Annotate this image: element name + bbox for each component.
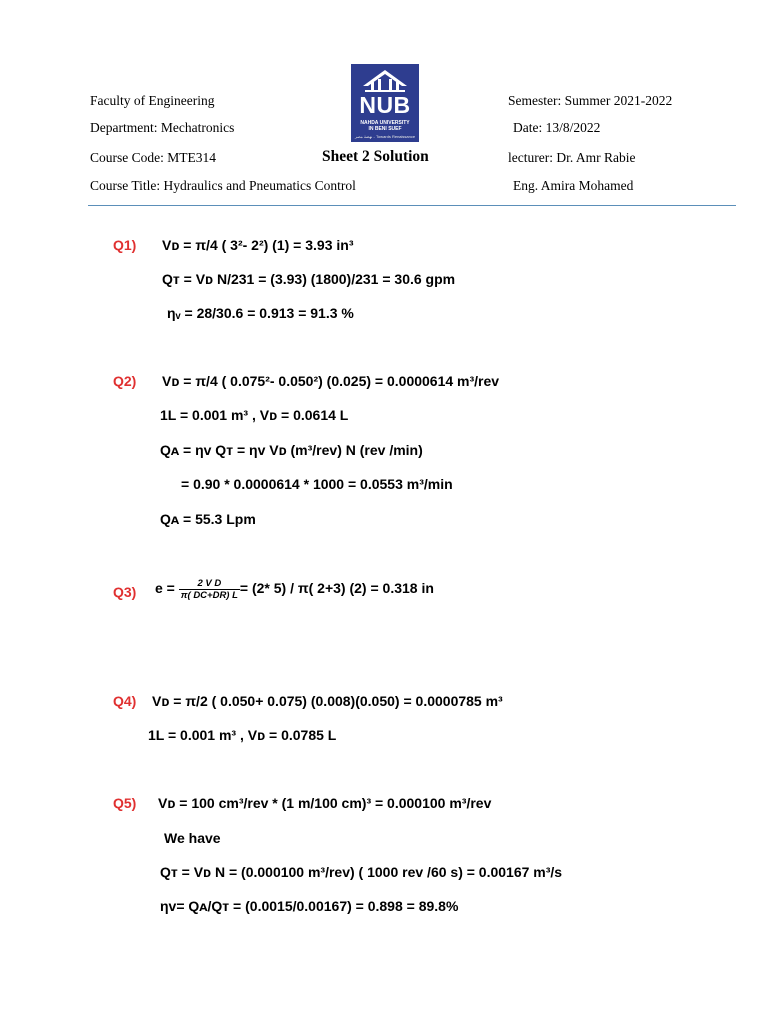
faculty-text: Faculty of Engineering bbox=[90, 93, 215, 108]
department-text: Department: Mechatronics bbox=[90, 120, 235, 135]
q2-line2: 1L = 0.001 m³ , Vᴅ = 0.0614 L bbox=[160, 407, 349, 423]
engineer-text: Eng. Amira Mohamed bbox=[513, 178, 634, 193]
sheet-title: Sheet 2 Solution bbox=[322, 148, 429, 165]
logo-university-name bbox=[351, 120, 419, 132]
logo-tagline: نهضة مصر - Towards Renaissance bbox=[354, 134, 416, 139]
q1-line2: Qᴛ = Vᴅ N/231 = (3.93) (1800)/231 = 30.6 gpm bbox=[162, 271, 456, 287]
building-icon bbox=[351, 64, 419, 94]
course-title-text: Course Title: Hydraulics and Pneumatics Control bbox=[90, 178, 356, 193]
logo-text: NUB bbox=[359, 92, 411, 118]
q3-fraction bbox=[179, 578, 240, 601]
q3-label: Q3) bbox=[113, 584, 137, 600]
q1-line1: Vᴅ = π/4 ( 3²- 2²) (1) = 3.93 in³ bbox=[162, 237, 354, 253]
q1-label: Q1) bbox=[113, 237, 137, 253]
q5-line3: Qᴛ = Vᴅ N = (0.000100 m³/rev) ( 1000 rev /60 s) = 0.00167 m³/s bbox=[160, 864, 563, 880]
q3-rest: = (2* 5) / π( 2+3) (2) = 0.318 in bbox=[239, 580, 434, 597]
q3-fraction-numerator: 2 V D bbox=[179, 578, 240, 590]
q3-equation bbox=[155, 578, 434, 601]
q2-label: Q2) bbox=[113, 373, 137, 389]
q5-line2: We have bbox=[164, 830, 221, 846]
q1-line3: ηᵥ = 28/30.6 = 0.913 = 91.3 % bbox=[167, 305, 354, 321]
q4-label: Q4) bbox=[113, 693, 137, 709]
q2-line4: = 0.90 * 0.0000614 * 1000 = 0.0553 m³/min bbox=[181, 476, 453, 492]
date-text: Date: 13/8/2022 bbox=[513, 120, 601, 135]
q3-fraction-denominator: π( DC+DR) L bbox=[180, 590, 238, 601]
semester-text: Semester: Summer 2021-2022 bbox=[508, 93, 673, 108]
q2-line1: Vᴅ = π/4 ( 0.075²- 0.050²) (0.025) = 0.0000614 m³/rev bbox=[162, 373, 500, 389]
logo-uni-line2: IN BENI SUEF bbox=[368, 126, 402, 132]
q4-line2: 1L = 0.001 m³ , Vᴅ = 0.0785 L bbox=[148, 727, 337, 743]
lecturer-text: lecturer: Dr. Amr Rabie bbox=[508, 150, 636, 165]
q2-line3: Qᴀ = ηᴠ Qᴛ = ηᴠ Vᴅ (m³/rev) N (rev /min) bbox=[160, 442, 423, 458]
q3-prefix: e = bbox=[155, 580, 175, 597]
q5-label: Q5) bbox=[113, 795, 137, 811]
q4-line1: Vᴅ = π/2 ( 0.050+ 0.075) (0.008)(0.050) = 0.0000785 m³ bbox=[152, 693, 503, 709]
logo-uni-line1: NAHDA UNIVERSITY bbox=[360, 120, 410, 126]
q5-line4: ηᴠ= Qᴀ/Qᴛ = (0.0015/0.00167) = 0.898 = 89.8% bbox=[160, 898, 459, 914]
q2-line5: Qᴀ = 55.3 Lpm bbox=[160, 511, 256, 527]
header-divider bbox=[88, 205, 736, 206]
q5-line1: Vᴅ = 100 cm³/rev * (1 m/100 cm)³ = 0.000100 m³/rev bbox=[158, 795, 492, 811]
course-code-text: Course Code: MTE314 bbox=[90, 150, 216, 165]
university-logo bbox=[351, 64, 419, 142]
